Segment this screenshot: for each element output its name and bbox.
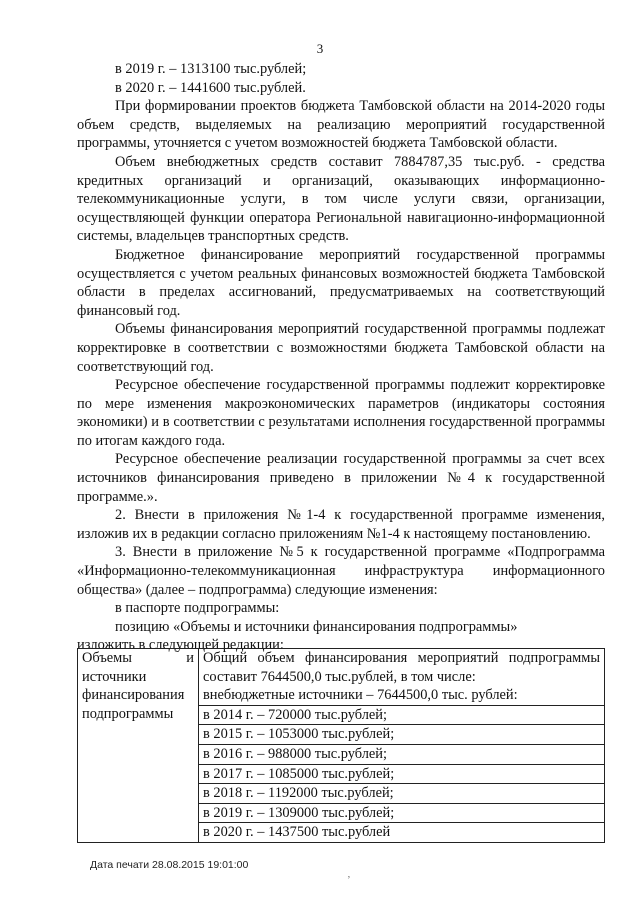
paragraph-resource-adjustment: Ресурсное обеспечение государственной программы подлежит корректировке по мере изменения макроэкономических параметров (индикаторы состояния экономики) и в соответствии с результатами исполнения государственной программы по итогам каждого года. <box>77 377 605 449</box>
paragraph-position: позицию «Объемы и источники финансирования подпрограммы» <box>115 618 518 635</box>
document-body <box>77 60 605 655</box>
table-line-2017: в 2017 г. – 1085000 тыс.рублей; <box>199 765 604 785</box>
paragraph-budget-financing: Бюджетное финансирование мероприятий государственной программы осуществляется с учетом реальных финансовых возможностей бюджета Тамбовской области в пределах ассигнований, предусматриваемых на соответствующий финансовый год. <box>77 246 605 319</box>
print-date-footer: Дата печати 28.08.2015 19:01:00 <box>90 859 249 871</box>
table-line-2018: в 2018 г. – 1192000 тыс.рублей; <box>199 784 604 804</box>
table-line-2020: в 2020 г. – 1437500 тыс.рублей <box>203 824 391 841</box>
paragraph-item-3: 3. Внести в приложение №5 к государственной программе «Подпрограмма «Информационно-телекоммуникационная инфраструктура информационного общества» (далее – подпрограмма) следующие изменения: <box>77 544 605 598</box>
budget-2020-line: в 2020 г. – 1441600 тыс.рублей. <box>115 79 306 96</box>
table-line-extrabudgetary: внебюджетные источники – 7644500,0 тыс. рублей: <box>199 686 604 706</box>
scan-mark: ʼ <box>347 874 351 886</box>
paragraph-resource-sources: Ресурсное обеспечение реализации государственной программы за счет всех источников финансирования приведено в приложении №4 к государственной программе.». <box>77 451 605 505</box>
paragraph-item-2: 2. Внести в приложения №1-4 к государственной программе изменения, изложив их в редакции согласно приложениям №1-4 к настоящему постановлению. <box>77 507 605 542</box>
table-line-2014: в 2014 г. – 720000 тыс.рублей; <box>199 706 604 726</box>
paragraph-new-edition: изложить в следующей редакции: <box>77 637 284 654</box>
paragraph-financing-adjustment: Объемы финансирования мероприятий государственной программы подлежат корректировке в соответствии с возможностями бюджета Тамбовской области на соответствующий год. <box>77 321 605 375</box>
paragraph-passport: в паспорте подпрограммы: <box>115 600 280 617</box>
page-number: 3 <box>316 41 324 56</box>
budget-2019-line: в 2019 г. – 1313100 тыс.рублей; <box>115 61 307 77</box>
paragraph-extrabudgetary: Объем внебюджетных средств составит 7884787,35 тыс.руб. - средства кредитных организаций и организаций, оказывающих информационно-телекоммуникационные услуги, в том числе услуги связи, организации, осуществляющей функции оператора Региональной навигационно-информационной системы, владельцев транспортных средств. <box>77 153 605 245</box>
table-line-2015: в 2015 г. – 1053000 тыс.рублей; <box>199 725 604 745</box>
paragraph-budget-formation: При формировании проектов бюджета Тамбовской области на 2014-2020 годы объем средств, выделяемых на реализацию мероприятий государственной программы, уточняется с учетом возможностей бюджета Тамбовской области. <box>77 98 605 152</box>
table-line-2016: в 2016 г. – 988000 тыс.рублей; <box>199 745 604 765</box>
financing-table <box>77 648 605 843</box>
table-line-total: Общий объем финансирования мероприятий подпрограммы составит 7644500,0 тыс.рублей, в том числе: <box>203 650 600 685</box>
table-left-cell: Объемы и источники финансирования подпрограммы <box>78 649 199 843</box>
table-row <box>78 649 605 843</box>
table-right-cell <box>199 649 605 843</box>
table-line-2019: в 2019 г. – 1309000 тыс.рублей; <box>199 804 604 824</box>
